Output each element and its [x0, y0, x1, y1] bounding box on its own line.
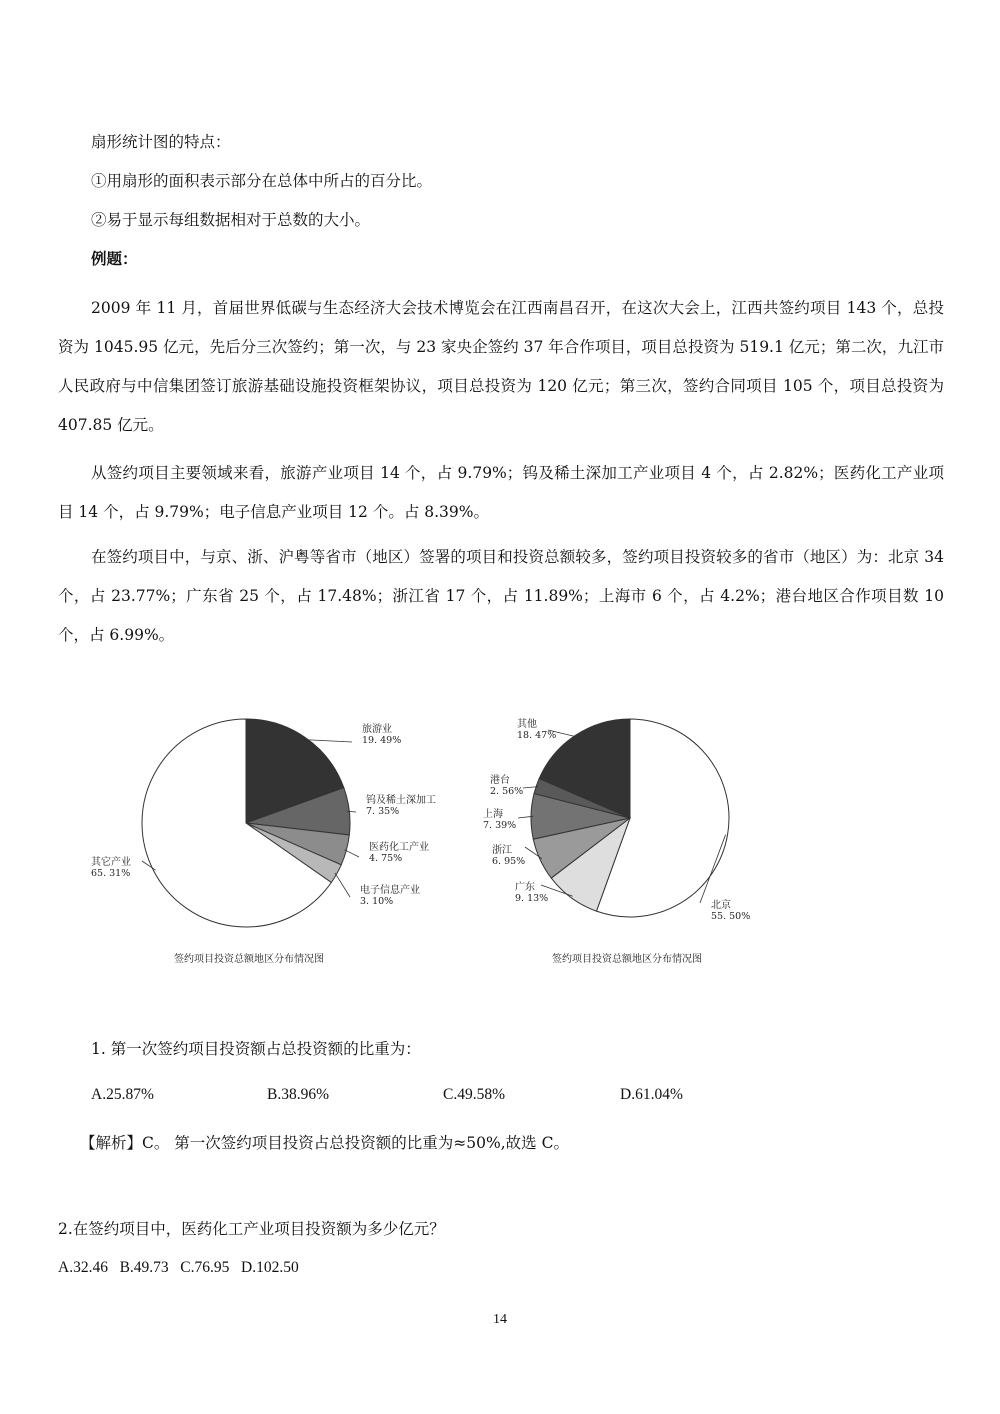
paragraph-2: 从签约项目主要领域来看，旅游产业项目 14 个，占 9.79%；钨及稀土深加工产业项目 4 个，占 2.82%；医药化工产业项目 14 个，占 9.79%；电子信息产业项目 12 个。占 8.39%。 — [58, 464, 944, 521]
slice-value-1-4: 2. 56% — [490, 786, 524, 797]
slice-label-1-1: 广东 — [515, 882, 535, 893]
pie-charts — [0, 700, 1000, 980]
slice-label-0-0: 旅游业 — [362, 724, 392, 735]
page-number: 14 — [493, 1312, 507, 1327]
slice-label-1-0: 北京 — [711, 900, 731, 911]
features-heading: 扇形统计图的特点： — [91, 133, 231, 151]
slice-value-0-1: 7. 35% — [366, 806, 400, 817]
q1-option-a: A.25.87% — [91, 1086, 154, 1103]
question-2: 2.在签约项目中，医药化工产业项目投资额为多少亿元？ — [58, 1220, 445, 1238]
slice-value-1-2: 6. 95% — [492, 856, 526, 867]
slice-label-1-4: 港台 — [490, 775, 510, 786]
slice-label-0-3: 电子信息产业 — [360, 885, 420, 896]
slice-label-1-3: 上海 — [483, 809, 503, 820]
leader-line-0-3 — [335, 873, 350, 897]
slice-label-0-1: 钨及稀土深加工 — [366, 795, 436, 806]
example-label: 例题： — [91, 249, 138, 268]
q1-analysis: 【解析】C。 第一次签约项目投资占总投资额的比重为≈50%,故选 C。 — [80, 1134, 569, 1152]
paragraph-1: 2009 年 11 月，首届世界低碳与生态经济大会技术博览会在江西南昌召开，在这次大会上，江西共签约项目 143 个，总投资为 1045.95 亿元，先后分三次签约；第一次，与 23 家央企签约 37 年合作项目，项目总投资为 519.1 亿元；第二次，九江市人民政府与中信集团签订旅游基础设施投资框架协议，项目总投资为 120 亿元；第三次，签约合同项目 105 个，项目总投资为 407.85 亿元。 — [58, 299, 944, 434]
slice-value-1-5: 18. 47% — [517, 730, 557, 741]
question-1: 1. 第一次签约项目投资额占总投资额的比重为： — [91, 1040, 421, 1058]
chart-title-1: 签约项目投资总额地区分布情况图 — [552, 954, 702, 965]
slice-value-0-3: 3. 10% — [360, 896, 394, 907]
slice-label-1-5: 其他 — [517, 719, 537, 730]
chart-title-0: 签约项目投资总额地区分布情况图 — [174, 954, 324, 965]
q2-options: A.32.46 B.49.73 C.76.95 D.102.50 — [58, 1259, 299, 1276]
paragraph-3: 在签约项目中，与京、浙、沪粤等省市（地区）签署的项目和投资总额较多，签约项目投资较多的省市（地区）为：北京 34 个，占 23.77%；广东省 25 个，占 17.48%；浙江省 17 个，占 11.89%；上海市 6 个，占 4.2%；港台地区合作项目数 10 个，占 6.99%。 — [58, 548, 944, 644]
slice-value-1-3: 7. 39% — [483, 820, 517, 831]
slice-label-0-4: 其它产业 — [91, 857, 131, 868]
slice-label-1-2: 浙江 — [492, 845, 512, 856]
leader-line-0-0 — [305, 740, 352, 742]
slice-value-1-0: 55. 50% — [711, 911, 751, 922]
q1-option-c: C.49.58% — [443, 1086, 505, 1103]
slice-value-0-4: 65. 31% — [91, 868, 131, 879]
q1-option-b: B.38.96% — [267, 1086, 329, 1103]
q1-option-d: D.61.04% — [620, 1086, 683, 1103]
feature-point-2: ②易于显示每组数据相对于总数的大小。 — [91, 211, 371, 229]
slice-label-0-2: 医药化工产业 — [369, 842, 429, 853]
slice-value-0-0: 19. 49% — [362, 735, 402, 746]
feature-point-1: ①用扇形的面积表示部分在总体中所占的百分比。 — [91, 172, 433, 190]
slice-value-1-1: 9. 13% — [515, 893, 549, 904]
slice-value-0-2: 4. 75% — [369, 853, 403, 864]
leader-line-0-2 — [344, 850, 359, 857]
